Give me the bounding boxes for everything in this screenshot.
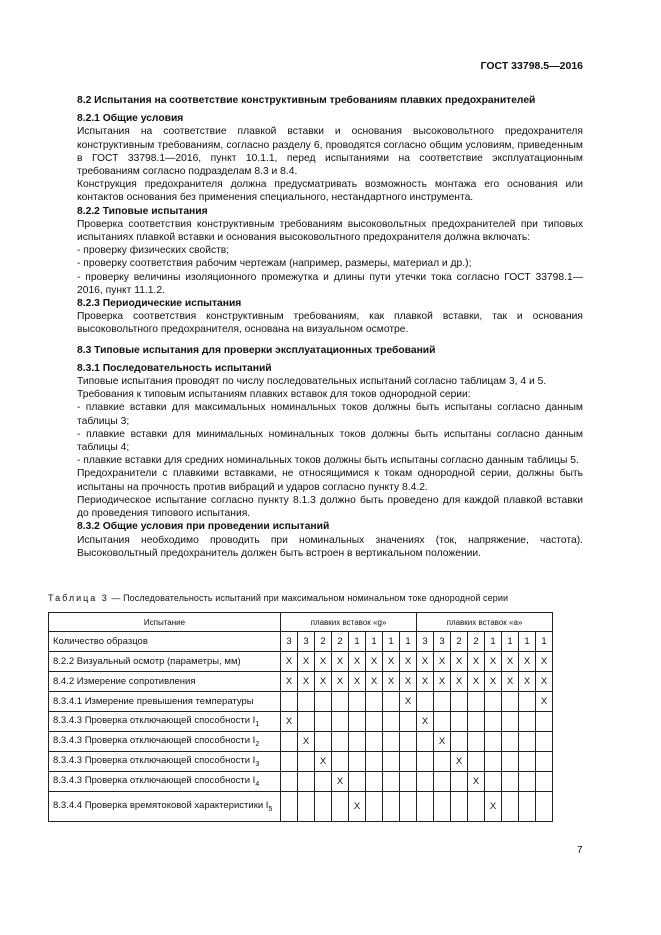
table-caption [48,593,508,603]
paragraph: Проверка соответствия конструктивным требованиям высоковольтных предохранителей при типовых испытаниях плавкой вставки и основания высоковольтного предохранителя должна включать: [77,218,583,244]
table-cell: X [519,672,536,692]
table-cell: 1 [502,632,519,652]
test-name-cell: 8.3.4.3 Проверка отключающей способности $I_1$ [49,712,281,732]
table-cell [417,692,434,712]
table-cell [281,772,298,792]
table-cell [349,712,366,732]
test-name-cell: 8.3.4.3 Проверка отключающей способности $I_3$ [49,752,281,772]
table-cell: X [349,672,366,692]
table-cell [502,772,519,792]
table-cell: X [400,672,417,692]
paragraph: Испытания необходимо проводить при номинальных значениях (ток, напряжение, частота). Высоковольтный предохранитель должен быть встроен в вертикальном положении. [77,534,583,559]
table-cell [451,732,468,752]
table-cell [383,712,400,732]
table-cell [451,692,468,712]
table-cell: X [536,692,553,712]
section-8-2-2-title: 8.2.2 Типовые испытания [77,205,208,217]
table-cell [502,712,519,732]
test-sequence-table [48,612,553,822]
table-cell [536,792,553,822]
table-cell: X [332,672,349,692]
table-cell: X [451,672,468,692]
table-cell: 1 [349,632,366,652]
table-cell [536,732,553,752]
table-cell [315,732,332,752]
table-cell: 2 [332,632,349,652]
table-cell: X [383,652,400,672]
table-cell: 3 [434,632,451,652]
table-cell: X [383,672,400,692]
col-test-header: Испытание [49,613,281,632]
test-name-cell: Количество образцов [49,632,281,652]
table-cell: X [468,652,485,672]
table-cell [332,792,349,822]
table-row [49,792,553,822]
table-cell [298,712,315,732]
table-cell [519,792,536,822]
table-cell: 2 [315,632,332,652]
paragraph: Периодическое испытание согласно пункту 8.1.3 должно быть проведено для каждой плавкой вставки до проведения типового испытания. [77,494,583,520]
section-8-3-1-title: 8.3.1 Последовательность испытаний [77,362,272,374]
table-cell: X [315,672,332,692]
table-cell [451,792,468,822]
table-cell [366,792,383,822]
table-cell: 1 [536,632,553,652]
table-cell: X [366,672,383,692]
table-cell [468,712,485,732]
table-cell: X [332,772,349,792]
table-cell: X [485,672,502,692]
table-cell: X [366,652,383,672]
table-cell [298,692,315,712]
table-cell [400,772,417,792]
standard-header: ГОСТ 33798.5—2016 [480,60,583,72]
table-row [49,652,553,672]
table-cell [349,752,366,772]
table-cell [434,692,451,712]
paragraph: Требования к типовым испытаниям плавких вставок для токов однородной серии: [77,389,471,401]
table-cell [315,712,332,732]
table-cell [281,732,298,752]
table-cell: 1 [519,632,536,652]
table-cell [281,792,298,822]
paragraph: Проверка соответствия конструктивным требованиям, как плавкой вставки, так и основания высоковольтного предохранителя, основана на визуальном осмотре. [77,311,583,336]
table-cell [315,772,332,792]
table-cell: 1 [366,632,383,652]
table-cell: 1 [383,632,400,652]
table-cell: X [485,792,502,822]
table-cell [519,772,536,792]
test-name-cell: 8.3.4.4 Проверка времятоковой характеристики $I_5$ [49,792,281,822]
section-8-2-1-title: 8.2.1 Общие условия [77,113,184,125]
test-name-cell: 8.2.2 Визуальный осмотр (параметры, мм) [49,652,281,672]
table-cell [383,772,400,792]
table-cell [451,712,468,732]
table-cell [383,732,400,752]
table-cell: X [536,652,553,672]
table-cell: X [400,652,417,672]
col-g-header: плавких вставок «g» [281,613,417,632]
table-cell: X [451,752,468,772]
list-item: - плавкие вставки для средних номинальных токов должны быть испытаны согласно данным таблицы 5. [77,455,579,467]
table-cell [366,692,383,712]
table-cell: X [468,772,485,792]
section-8-2-title: 8.2 Испытания на соответствие конструктивным требованиям плавких предохранителей [77,95,536,106]
table-cell [417,772,434,792]
table-row [49,692,553,712]
table-cell: X [281,712,298,732]
table-cell: X [298,732,315,752]
table-cell: 1 [485,632,502,652]
table-title: — Последовательность испытаний при максимальном номинальном токе однородной серии [108,593,509,603]
table-cell [400,712,417,732]
table-cell: X [434,652,451,672]
table-cell [468,792,485,822]
table-cell: X [434,732,451,752]
table-cell [281,752,298,772]
table-cell [332,692,349,712]
table-cell [349,732,366,752]
table-cell [502,792,519,822]
table-cell: X [417,652,434,672]
table-cell: X [315,752,332,772]
table-cell [417,752,434,772]
test-name-cell: 8.3.4.3 Проверка отключающей способности $I_4$ [49,772,281,792]
section-8-3-2-title: 8.3.2 Общие условия при проведении испытаний [77,521,330,533]
table-cell [332,732,349,752]
table-cell [349,692,366,712]
paragraph: Конструкция предохранителя должна предусматривать возможность монтажа его основания или контактов основания без применения специального, нестандартного инструмента. [77,179,583,204]
table-cell [485,772,502,792]
table-cell: X [417,672,434,692]
table-cell: X [468,672,485,692]
table-cell [383,752,400,772]
table-cell [502,732,519,752]
table-cell [383,792,400,822]
table-cell: X [332,652,349,672]
table-cell [417,732,434,752]
table-cell: X [519,652,536,672]
page-number: 7 [577,845,583,856]
list-item: - плавкие вставки для максимальных номинальных токов должны быть испытаны согласно данным таблицы 3; [77,402,583,427]
table-cell: X [485,652,502,672]
table-cell [366,772,383,792]
table-cell [519,732,536,752]
table-cell [400,792,417,822]
table-cell: X [298,672,315,692]
table-cell [434,712,451,732]
table-cell [536,712,553,732]
table-cell [298,792,315,822]
table-row [49,632,553,652]
table-cell: 3 [298,632,315,652]
list-item: - плавкие вставки для минимальных номинальных токов должны быть испытаны согласно данным таблицы 4; [77,428,583,454]
table-cell: X [281,672,298,692]
table-cell [366,752,383,772]
table-cell [298,752,315,772]
table-cell [519,752,536,772]
table-cell: X [281,652,298,672]
table-cell [400,752,417,772]
table-cell: X [349,792,366,822]
table-cell [366,732,383,752]
table-cell: X [502,672,519,692]
table-cell: 3 [281,632,298,652]
table-row [49,732,553,752]
table-cell [502,692,519,712]
document-body [77,94,583,560]
table-cell [468,752,485,772]
table-cell: 1 [400,632,417,652]
table-cell: X [315,652,332,672]
table-cell: X [298,652,315,672]
list-item: - проверку соответствия рабочим чертежам (например, размеры, материал и др.); [77,258,472,270]
paragraph: Предохранители с плавкими вставками, не относящимися к токам однородной серии, должны быть испытаны на прочность против вибраций и ударов согласно пункту 8.4.2. [77,468,583,493]
table-cell [332,752,349,772]
table-cell [434,772,451,792]
table-cell [417,792,434,822]
test-name-cell: 8.3.4.3 Проверка отключающей способности $I_2$ [49,732,281,752]
table-cell [434,752,451,772]
table-cell [468,692,485,712]
table-cell [536,772,553,792]
table-row [49,772,553,792]
table-cell [536,752,553,772]
test-name-cell: 8.3.4.1 Измерение превышения температуры [49,692,281,712]
table-cell [332,712,349,732]
table-cell: 3 [417,632,434,652]
table-row [49,672,553,692]
table-cell: X [502,652,519,672]
table-cell: X [349,652,366,672]
table-cell: X [536,672,553,692]
section-8-3-title: 8.3 Типовые испытания для проверки эксплуатационных требований [77,344,436,356]
paragraph: Типовые испытания проводят по числу последовательных испытаний согласно таблицам 3, 4 и 5. [77,376,547,388]
table-cell [315,792,332,822]
table-cell [281,692,298,712]
table-cell: 2 [451,632,468,652]
table-cell [502,752,519,772]
table-cell [400,732,417,752]
table-row [49,752,553,772]
table-cell [349,772,366,792]
table-cell [468,732,485,752]
table-cell [485,692,502,712]
table-cell: 2 [468,632,485,652]
table-cell [315,692,332,712]
table-label: Таблица 3 [48,593,109,603]
col-a-header: плавких вставок «a» [417,613,553,632]
table-cell: X [417,712,434,732]
list-item: - проверку физических свойств; [77,245,230,257]
list-item: - проверку величины изоляционного промежутка и длины пути утечки тока согласно ГОСТ 33798.1—2016, пункт 11.1.2. [77,271,583,296]
table-cell: X [451,652,468,672]
table-cell [485,752,502,772]
table-row [49,712,553,732]
table-cell: X [400,692,417,712]
paragraph: Испытания на соответствие плавкой вставки и основания высоковольтного предохранителя конструктивным требованиям, согласно разделу 6, проводятся согласно общим условиям, приведенным в ГОСТ 33798.1—2016, пункт 10.1.1, перед испытаниями на соответствие эксплуатационным требованиям согласно подразделам 8.3 и 8.4. [77,126,583,178]
table-cell: X [434,672,451,692]
table-cell [485,712,502,732]
table-cell [298,772,315,792]
table-cell [451,772,468,792]
table-cell [383,692,400,712]
table-header-row [49,613,553,632]
table-cell [434,792,451,822]
table-cell [519,692,536,712]
table-cell [519,712,536,732]
section-8-2-3-title: 8.2.3 Периодические испытания [77,298,242,310]
table-cell [366,712,383,732]
test-name-cell: 8.4.2 Измерение сопротивления [49,672,281,692]
table-cell [485,732,502,752]
